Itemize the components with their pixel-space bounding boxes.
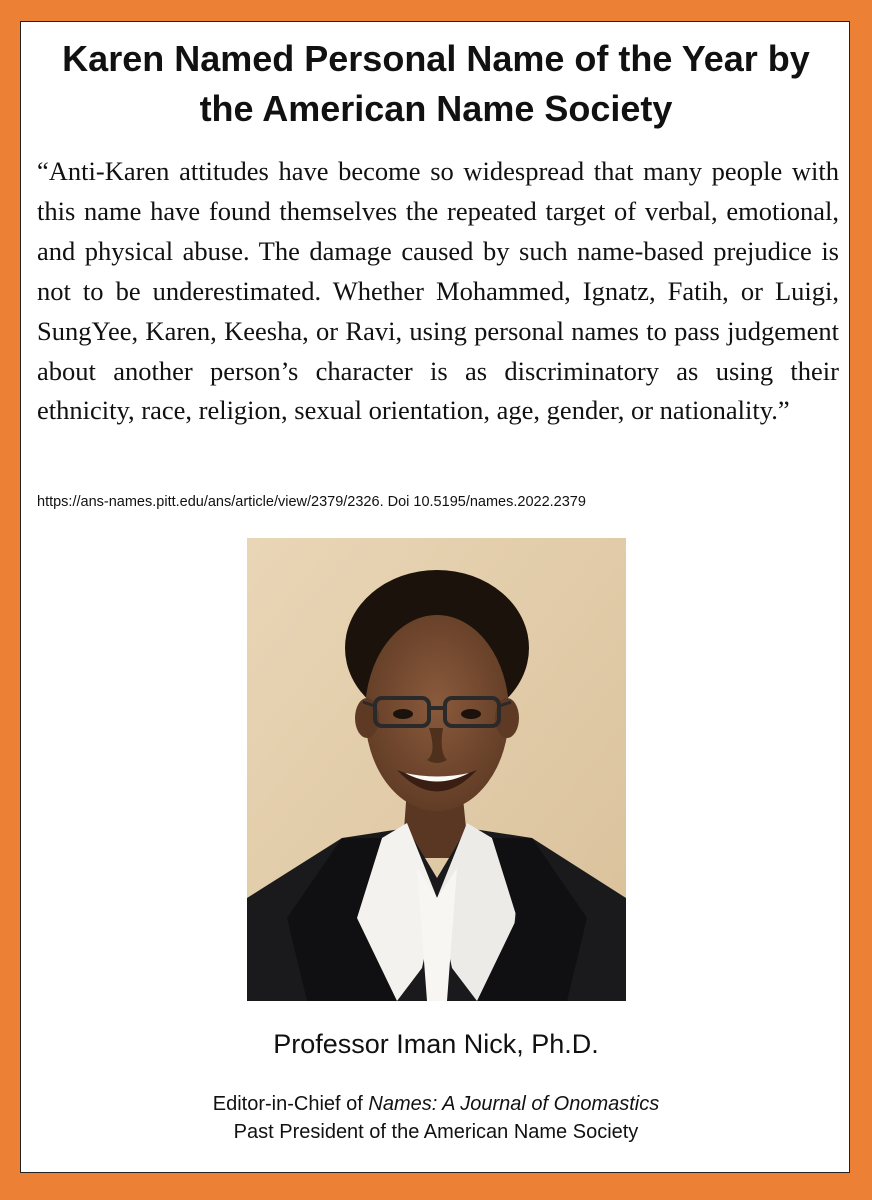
- person-role-editor: [21, 1091, 851, 1117]
- poster-card: [20, 21, 850, 1173]
- headline-line-1: Karen Named Personal Name of the Year by: [62, 38, 810, 79]
- citation-link-text: https://ans-names.pitt.edu/ans/article/view/2379/2326. Doi 10.5195/names.2022.2379: [37, 494, 586, 510]
- role-prefix: Editor-in-Chief of: [212, 1093, 369, 1115]
- quote-text: “Anti-Karen attitudes have become so widespread that many people with this name have found themselves the repeated target of verbal, emotional, and physical abuse. The damage caused by such name-based prejudice is not to be underestimated. Whether Mohammed, Ignatz, Fatih, or Luigi, SungYee, Karen, Keesha, or Ravi, using personal names to pass judgement about another person’s character is as discriminatory as using their ethnicity, race, religion, sexual orientation, age, gender, or nationality.”: [37, 156, 839, 426]
- person-name: Professor Iman Nick, Ph.D.: [273, 1029, 599, 1059]
- headline: [21, 34, 851, 134]
- portrait-photo: [247, 538, 626, 1001]
- person-role-president: Past President of the American Name Society: [233, 1121, 639, 1143]
- journal-title: Names: A Journal of Onomastics: [368, 1093, 660, 1115]
- headline-line-2: the American Name Society: [199, 88, 673, 129]
